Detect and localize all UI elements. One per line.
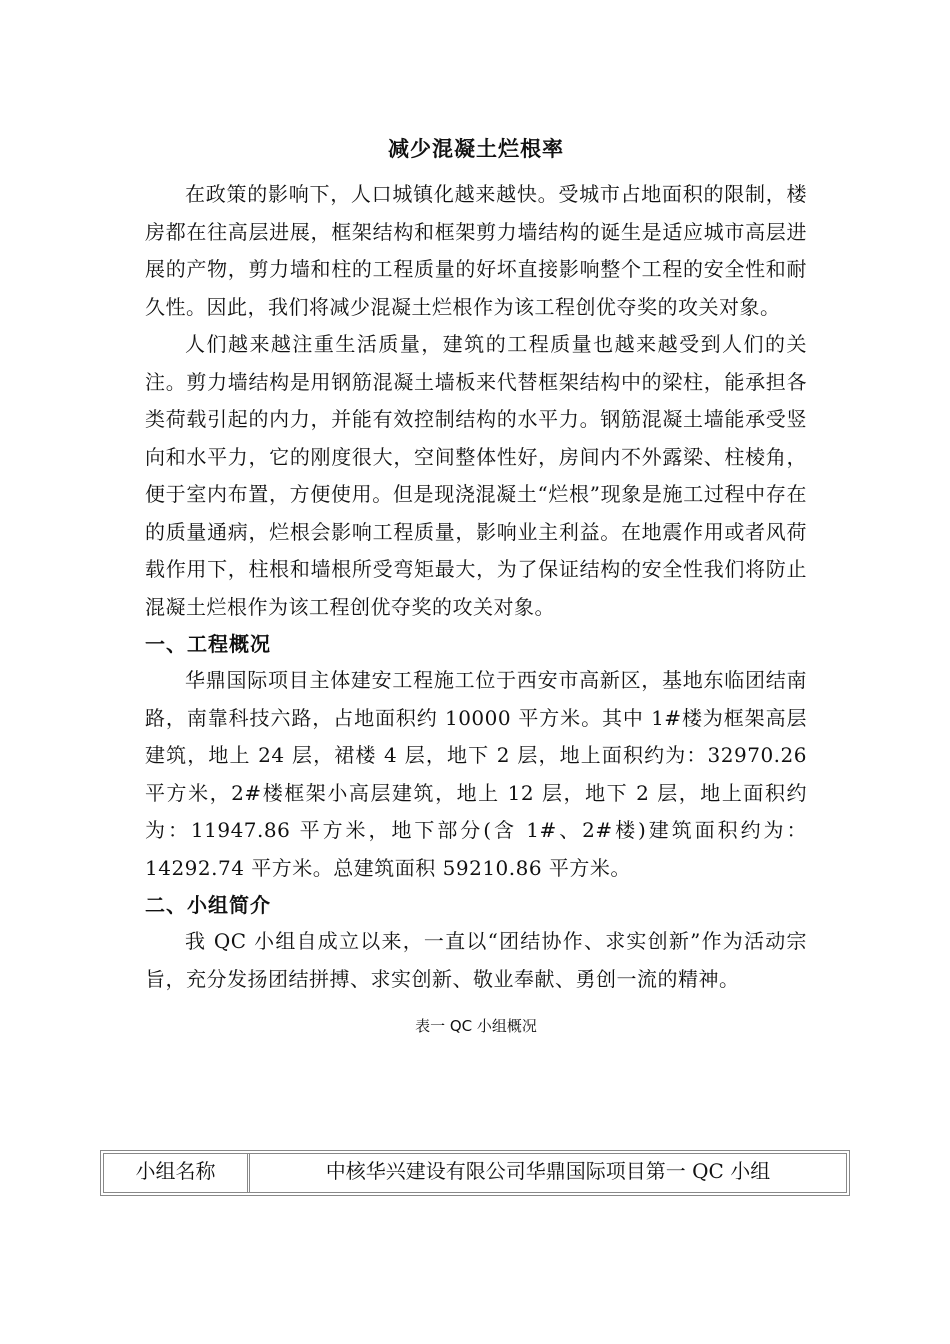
document-page [145, 128, 807, 1044]
table-cell-label: 小组名称 [104, 1154, 250, 1192]
document-title: 减少混凝土烂根率 [388, 137, 564, 161]
section-heading-overview: 一、工程概况 [145, 632, 271, 656]
intro-paragraph-2: 人们越来越注重生活质量，建筑的工程质量也越来越受到人们的关注。剪力墙结构是用钢筋混凝土墙板来代替框架结构中的梁柱，能承担各类荷载引起的内力，并能有效控制结构的水平力。钢筋混凝土墙能承受竖向和水平力，它的刚度很大，空间整体性好，房间内不外露梁、柱棱角，便于室内布置，方便使用。但是现浇混凝土“烂根”现象是施工过程中存在的质量通病，烂根会影响工程质量，影响业主利益。在地震作用或者风荷载作用下，柱根和墙根所受弯矩最大，为了保证结构的安全性我们将防止混凝土烂根作为该工程创优夺奖的攻关对象。 [145, 332, 807, 619]
table-cell-value: 中核华兴建设有限公司华鼎国际项目第一 QC 小组 [325, 1159, 771, 1183]
section-heading-team: 二、小组简介 [145, 893, 271, 917]
table-caption: 表一 QC 小组概况 [415, 1017, 537, 1035]
section-paragraph-overview: 华鼎国际项目主体建安工程施工位于西安市高新区，基地东临团结南路，南靠科技六路，占地面积约 10000 平方米。其中 1#楼为框架高层建筑，地上 24 层，裙楼 4 层，地下 2 层，地上面积约为：32970.26 平方米，2#楼框架小高层建筑，地上 12 层，地下 2 层，地上面积约为：11947.86 平方米，地下部分(含 1#、2#楼)建筑面积约为：14292.74 平方米。总建筑面积 59210.86 平方米。 [145, 668, 807, 880]
intro-paragraph-1: 在政策的影响下，人口城镇化越来越快。受城市占地面积的限制，楼房都在往高层进展，框架结构和框架剪力墙结构的诞生是适应城市高层进展的产物，剪力墙和柱的工程质量的好坏直接影响整个工程的安全性和耐久性。因此，我们将减少混凝土烂根作为该工程创优夺奖的攻关对象。 [145, 182, 807, 319]
qc-overview-table [100, 1150, 850, 1196]
table-row [103, 1153, 847, 1193]
section-paragraph-team: 我 QC 小组自成立以来，一直以“团结协作、求实创新”作为活动宗旨，充分发扬团结拼搏、求实创新、敬业奉献、勇创一流的精神。 [145, 929, 807, 991]
